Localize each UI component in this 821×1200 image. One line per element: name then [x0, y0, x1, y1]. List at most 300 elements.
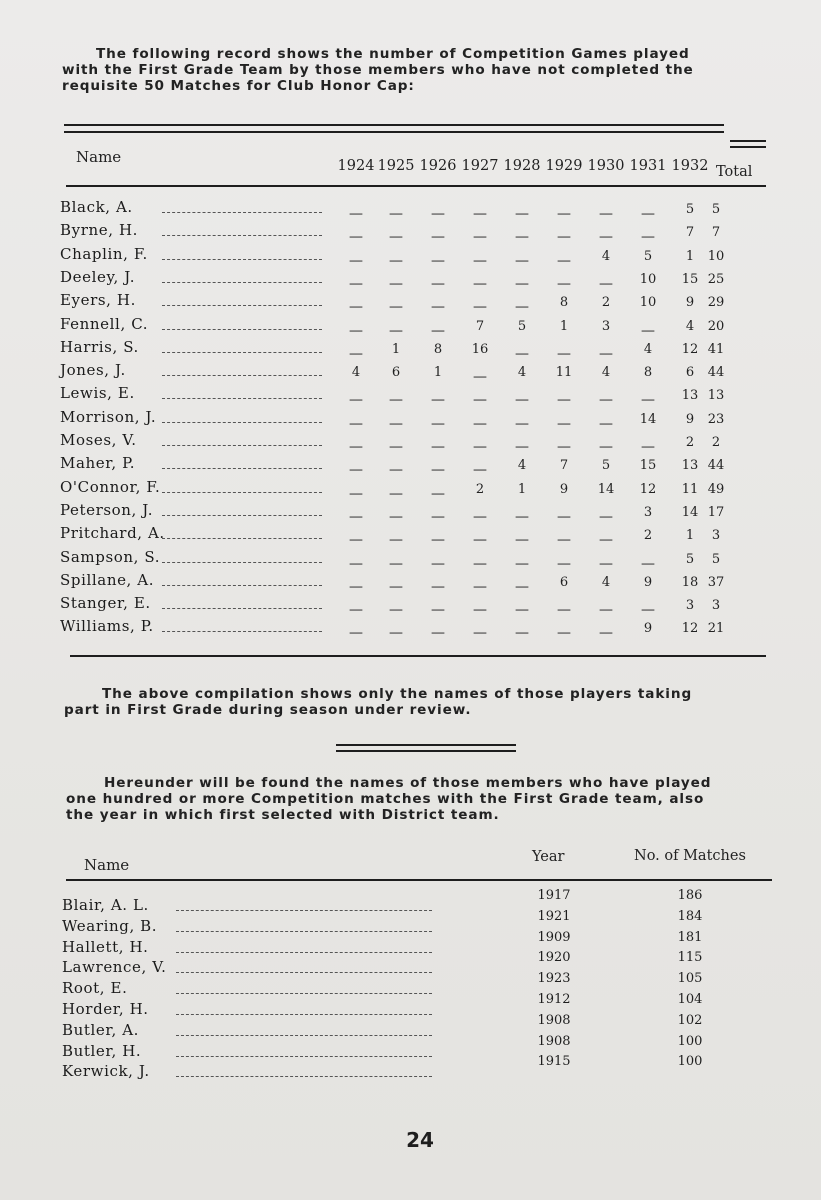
season-count: —	[515, 275, 529, 292]
season-count: —	[557, 439, 571, 455]
table2-year-header: Year	[532, 849, 565, 865]
player-name: Morrison, J.	[60, 407, 157, 426]
season-count: —	[473, 462, 487, 479]
season-count: 1	[559, 318, 569, 334]
season-count: —	[599, 206, 613, 222]
season-count: —	[641, 206, 655, 222]
leader-dots	[176, 952, 432, 953]
season-count: 8	[559, 295, 569, 311]
year-header: 1927	[461, 158, 499, 174]
season-count: —	[557, 415, 571, 432]
season-count: —	[389, 229, 403, 246]
season-count: —	[349, 578, 363, 595]
page-number: 24	[406, 1128, 434, 1152]
season-count: —	[515, 229, 529, 246]
season-count: 2	[643, 528, 653, 544]
season-count: —	[473, 578, 487, 595]
member-name: Blair, A. L.	[62, 896, 149, 914]
top-rule-short	[730, 140, 766, 142]
intro-line: The following record shows the number of Competition Games played	[96, 46, 690, 62]
season-count: 11	[681, 481, 699, 497]
leader-dots	[162, 259, 322, 260]
player-name: Spillane, A.	[60, 570, 155, 589]
season-count: —	[557, 532, 571, 549]
year-header: 1932	[671, 158, 709, 174]
member-name: Lawrence, V.	[62, 958, 167, 977]
table-row	[62, 1012, 762, 1042]
top-rule-short	[730, 146, 766, 148]
leader-dots	[162, 352, 322, 353]
season-count: 4	[517, 365, 527, 381]
intro-line: with the First Grade Team by those members who have not completed the	[62, 62, 694, 78]
season-count: 8	[643, 365, 653, 381]
season-count: 11	[555, 365, 573, 381]
note-line: part in First Grade during season under review.	[64, 702, 472, 718]
leader-dots	[162, 468, 322, 469]
season-count: —	[473, 275, 487, 292]
leader-dots	[176, 1014, 432, 1015]
player-name: Pritchard, A.	[60, 524, 165, 543]
season-count: —	[349, 299, 363, 316]
season-count: —	[349, 322, 363, 339]
season-count: 1	[685, 248, 695, 264]
member-name: Hallett, H.	[62, 937, 149, 956]
year-header: 1931	[629, 158, 667, 174]
table-row	[62, 971, 762, 1000]
top-rule	[64, 131, 724, 133]
player-name: Deeley, J.	[60, 267, 136, 286]
intro-line: requisite 50 Matches for Club Honor Cap:	[62, 78, 415, 94]
table-row	[60, 548, 770, 570]
year-header: 1928	[503, 158, 541, 174]
season-count: —	[473, 555, 487, 572]
table-row	[60, 221, 770, 246]
season-count: —	[473, 369, 487, 386]
season-count: —	[389, 508, 403, 525]
intro2-line: one hundred or more Competition matches with the First Grade team, also	[66, 791, 705, 807]
player-name: Stanger, E.	[60, 594, 151, 613]
season-count: —	[599, 275, 613, 292]
season-count: —	[599, 532, 613, 549]
leader-dots	[176, 931, 432, 932]
season-count: —	[431, 602, 445, 619]
member-name: Root, E.	[62, 979, 128, 998]
season-count: 4	[601, 248, 611, 264]
year-header: 1930	[587, 158, 625, 174]
season-count: —	[473, 602, 487, 619]
total-count: 25	[707, 271, 725, 287]
season-count: 1	[391, 341, 401, 357]
season-count: —	[431, 415, 445, 432]
leader-dots	[176, 910, 432, 911]
intro2-paragraph	[66, 775, 776, 823]
table1-bottom-rule	[70, 655, 766, 657]
match-count: 100	[677, 1054, 703, 1070]
season-count: —	[389, 392, 403, 409]
season-count: —	[473, 206, 487, 222]
intro2-line: Hereunder will be found the names of those members who have played	[104, 775, 712, 791]
leader-dots	[162, 282, 322, 283]
season-count: —	[557, 602, 571, 619]
table1-name-header: Name	[76, 148, 122, 166]
season-count: —	[431, 439, 445, 455]
match-count: 181	[677, 929, 703, 945]
season-count: —	[557, 252, 571, 269]
season-count: 1	[685, 528, 695, 544]
season-count: —	[349, 462, 363, 479]
season-count: —	[389, 322, 403, 339]
season-count: —	[473, 299, 487, 316]
season-count: —	[599, 602, 613, 619]
player-name: Moses, V.	[60, 431, 137, 449]
leader-dots	[162, 515, 322, 516]
season-count: —	[557, 392, 571, 409]
season-count: —	[349, 532, 363, 549]
table-row	[60, 594, 770, 619]
player-name: Jones, J.	[60, 361, 126, 380]
match-count: 105	[677, 971, 703, 987]
first-selected-year: 1921	[537, 908, 571, 924]
season-count: —	[349, 275, 363, 292]
season-count: 9	[643, 621, 653, 637]
total-count: 5	[711, 202, 721, 217]
season-count: 14	[639, 411, 657, 427]
season-count: —	[389, 532, 403, 549]
player-name: Byrne, H.	[60, 221, 138, 240]
season-count: —	[349, 392, 363, 409]
season-count: 3	[643, 504, 653, 520]
match-count: 104	[677, 992, 703, 1007]
season-count: 7	[559, 458, 569, 474]
season-count: 5	[643, 248, 653, 264]
season-count: —	[515, 392, 529, 409]
total-count: 7	[711, 225, 721, 241]
season-count: 9	[643, 574, 653, 590]
season-count: —	[473, 508, 487, 525]
season-count: —	[599, 555, 613, 572]
leader-dots	[162, 608, 322, 609]
season-count: —	[349, 555, 363, 572]
member-name: Butler, A.	[62, 1020, 140, 1039]
season-count: 4	[517, 458, 527, 474]
season-count: 1	[517, 481, 527, 497]
leader-dots	[162, 235, 322, 236]
table2-matches-header: No. of Matches	[634, 848, 746, 864]
season-count: —	[473, 392, 487, 409]
season-count: 6	[685, 365, 695, 381]
leader-dots	[176, 972, 432, 973]
season-count: —	[431, 485, 445, 502]
table-row	[60, 571, 770, 593]
season-count: —	[599, 392, 613, 409]
season-count: —	[641, 439, 655, 455]
season-count: 10	[639, 295, 657, 311]
season-count: —	[389, 462, 403, 479]
season-count: —	[349, 345, 363, 362]
season-count: —	[389, 625, 403, 642]
year-header: 1926	[419, 158, 457, 174]
season-count: —	[641, 602, 655, 619]
season-count: —	[641, 229, 655, 246]
season-count: —	[473, 532, 487, 549]
table-row	[60, 617, 770, 642]
table-row	[60, 268, 770, 290]
note-paragraph	[64, 686, 774, 718]
season-count: —	[641, 555, 655, 572]
member-name: Horder, H.	[62, 1000, 149, 1018]
season-count: —	[431, 229, 445, 246]
player-name: Harris, S.	[60, 337, 139, 356]
total-count: 23	[707, 411, 725, 427]
season-count: —	[557, 275, 571, 292]
total-count: 49	[707, 481, 725, 497]
season-count: —	[599, 508, 613, 525]
season-count: —	[515, 508, 529, 525]
leader-dots	[162, 631, 322, 632]
total-count: 41	[707, 341, 725, 357]
season-count: —	[641, 322, 655, 339]
total-count: 44	[707, 365, 725, 381]
table-row	[60, 198, 770, 220]
season-count: —	[431, 206, 445, 222]
member-name: Kerwick, J.	[62, 1062, 150, 1081]
total-count: 13	[707, 388, 725, 404]
table-row	[62, 888, 762, 917]
season-count: —	[431, 392, 445, 409]
season-count: 12	[681, 621, 699, 637]
season-count: 9	[559, 481, 569, 497]
table-row	[60, 408, 770, 430]
leader-dots	[162, 422, 322, 423]
season-count: 15	[681, 271, 699, 287]
table-row	[60, 291, 770, 316]
leader-dots	[162, 212, 322, 213]
season-count: 6	[391, 365, 401, 381]
season-count: 12	[639, 481, 657, 497]
season-count: —	[515, 345, 529, 362]
season-count: —	[515, 602, 529, 619]
season-count: —	[389, 485, 403, 502]
season-count: —	[389, 555, 403, 572]
season-count: —	[349, 229, 363, 246]
season-count: —	[515, 578, 529, 595]
season-count: —	[389, 252, 403, 269]
season-count: —	[431, 625, 445, 642]
table1-total-header: Total	[716, 164, 753, 180]
player-name: Chaplin, F.	[60, 244, 148, 263]
season-count: —	[389, 602, 403, 619]
table-row	[60, 454, 770, 479]
table-row	[60, 245, 770, 267]
season-count: —	[473, 625, 487, 642]
season-count: 16	[471, 341, 489, 357]
season-count: 4	[685, 318, 695, 334]
season-count: —	[431, 252, 445, 269]
separator-rule	[336, 744, 516, 746]
season-count: 13	[681, 458, 699, 474]
year-header: 1925	[377, 158, 415, 174]
member-name: Wearing, B.	[62, 916, 158, 935]
match-count: 115	[677, 950, 703, 966]
season-count: —	[389, 299, 403, 316]
season-count: —	[557, 625, 571, 642]
total-count: 3	[711, 598, 721, 614]
player-name: Maher, P.	[60, 454, 136, 473]
season-count: 10	[639, 271, 657, 287]
season-count: —	[599, 345, 613, 362]
table-row	[62, 992, 762, 1021]
season-count: —	[349, 439, 363, 455]
season-count: —	[473, 229, 487, 246]
leader-dots	[176, 1035, 432, 1036]
total-count: 10	[707, 248, 725, 264]
first-selected-year: 1920	[537, 950, 571, 966]
match-count: 186	[677, 888, 703, 903]
season-count: —	[599, 415, 613, 432]
table-row	[60, 524, 770, 549]
season-count: —	[557, 555, 571, 572]
season-count: —	[557, 229, 571, 246]
season-count: 15	[639, 458, 657, 474]
season-count: —	[349, 485, 363, 502]
season-count: 4	[601, 365, 611, 381]
first-selected-year: 1909	[537, 929, 571, 945]
leader-dots	[176, 993, 432, 994]
table1-header-rule	[66, 185, 766, 187]
total-count: 17	[707, 504, 725, 520]
season-count: 9	[685, 295, 695, 311]
table-row	[60, 384, 770, 409]
season-count: —	[515, 415, 529, 432]
season-count: —	[431, 532, 445, 549]
season-count: —	[349, 625, 363, 642]
table-row	[62, 1033, 762, 1063]
table2-header-rule	[66, 879, 772, 881]
total-count: 21	[707, 621, 725, 637]
table-row	[62, 929, 762, 959]
season-count: —	[473, 439, 487, 455]
player-name: Lewis, E.	[60, 384, 135, 403]
top-rule	[64, 124, 724, 126]
match-count: 184	[677, 908, 703, 924]
table-row	[62, 908, 762, 938]
player-name: O'Connor, F.	[60, 477, 161, 496]
match-count: 100	[677, 1033, 703, 1049]
season-count: —	[473, 252, 487, 269]
table-row	[62, 1054, 762, 1083]
player-name: Fennell, C.	[60, 314, 149, 333]
season-count: 7	[475, 318, 485, 334]
season-count: —	[515, 439, 529, 455]
season-count: —	[431, 508, 445, 525]
season-count: —	[515, 252, 529, 269]
season-count: 2	[601, 295, 611, 311]
season-count: —	[557, 206, 571, 222]
season-count: 5	[601, 458, 611, 474]
match-count: 102	[677, 1012, 703, 1028]
total-count: 5	[711, 551, 721, 567]
table-row	[60, 361, 770, 386]
season-count: 18	[681, 574, 699, 590]
leader-dots	[162, 329, 322, 330]
first-selected-year: 1912	[537, 992, 571, 1007]
season-count: —	[557, 508, 571, 525]
note-line: The above compilation shows only the names of those players taking	[102, 686, 693, 702]
season-count: 12	[681, 341, 699, 357]
season-count: 9	[685, 411, 695, 427]
season-count: —	[515, 206, 529, 222]
leader-dots	[162, 538, 322, 539]
table-row	[60, 501, 770, 523]
table-row	[60, 338, 770, 360]
leader-dots	[162, 445, 322, 446]
table-row	[60, 431, 770, 453]
leader-dots	[176, 1076, 432, 1077]
season-count: 2	[685, 435, 695, 450]
season-count: 7	[685, 225, 695, 241]
first-selected-year: 1923	[537, 971, 571, 987]
season-count: —	[349, 206, 363, 222]
season-count: —	[599, 625, 613, 642]
season-count: —	[349, 602, 363, 619]
player-name: Sampson, S.	[60, 547, 161, 566]
season-count: 8	[433, 341, 443, 357]
leader-dots	[162, 398, 322, 399]
season-count: —	[515, 625, 529, 642]
table-row	[60, 315, 770, 337]
season-count: —	[389, 578, 403, 595]
player-name: Eyers, H.	[60, 291, 136, 310]
total-count: 3	[711, 528, 721, 544]
season-count: —	[515, 555, 529, 572]
season-count: —	[389, 439, 403, 455]
total-count: 29	[707, 295, 725, 311]
first-selected-year: 1908	[537, 1012, 571, 1028]
player-name: Black, A.	[60, 198, 133, 216]
table-row	[60, 478, 770, 500]
separator-rule	[336, 750, 516, 752]
season-count: —	[431, 275, 445, 292]
season-count: 4	[351, 365, 361, 381]
season-count: 3	[685, 598, 695, 614]
leader-dots	[162, 562, 322, 563]
season-count: —	[389, 275, 403, 292]
year-header: 1929	[545, 158, 583, 174]
season-count: —	[557, 345, 571, 362]
leader-dots	[176, 1056, 432, 1057]
season-count: 3	[601, 318, 611, 334]
season-count: 2	[475, 481, 485, 497]
season-count: —	[349, 508, 363, 525]
season-count: —	[641, 392, 655, 409]
season-count: 6	[559, 574, 569, 590]
season-count: 14	[597, 481, 615, 497]
season-count: 4	[643, 341, 653, 357]
member-name: Butler, H.	[62, 1041, 142, 1060]
season-count: —	[349, 415, 363, 432]
season-count: —	[599, 229, 613, 246]
year-header: 1924	[337, 158, 375, 174]
season-count: —	[389, 206, 403, 222]
season-count: —	[431, 462, 445, 479]
player-name: Peterson, J.	[60, 500, 154, 519]
season-count: 14	[681, 504, 699, 520]
season-count: —	[349, 252, 363, 269]
leader-dots	[162, 492, 322, 493]
season-count: 5	[685, 202, 695, 217]
season-count: 4	[601, 574, 611, 590]
season-count: —	[431, 299, 445, 316]
